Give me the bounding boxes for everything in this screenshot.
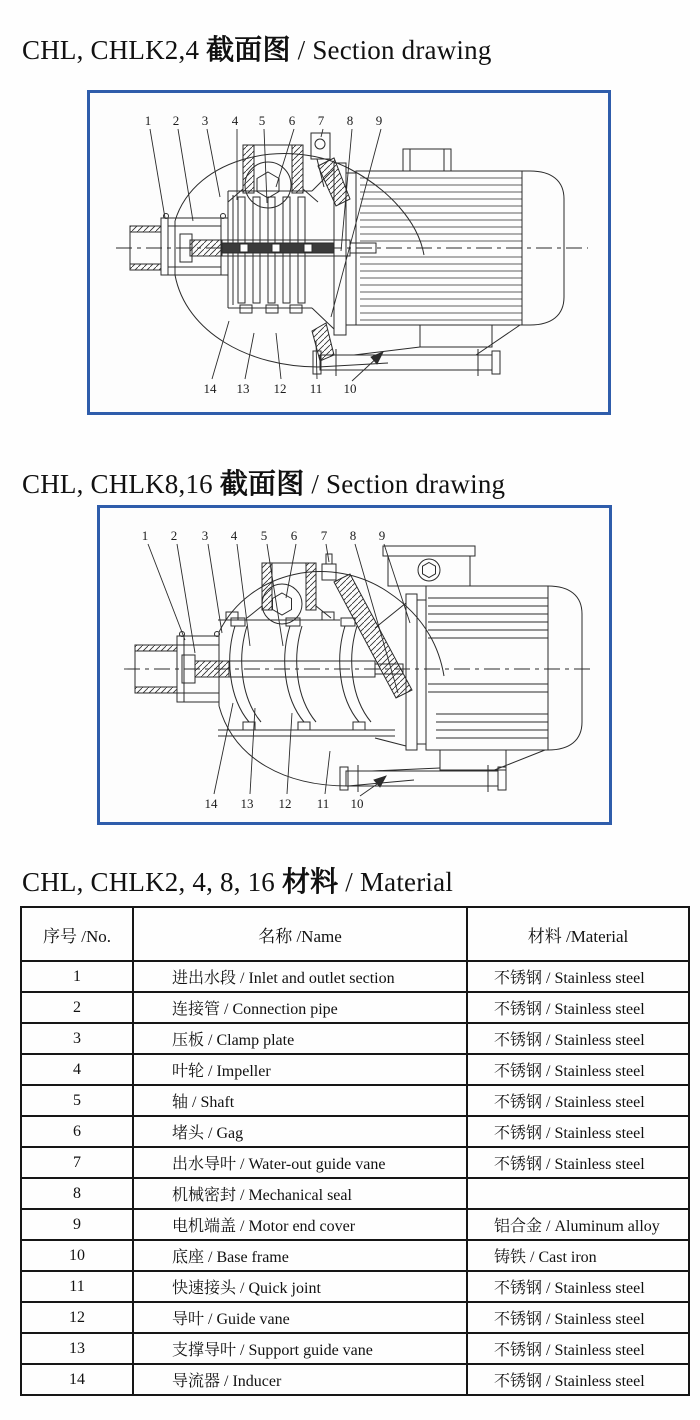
callout-12: 12 — [273, 381, 287, 396]
cell-no: 4 — [21, 1054, 133, 1085]
cell-material: 不锈钢 / Stainless steel — [467, 1023, 689, 1054]
callout-12: 12 — [278, 796, 292, 811]
callout-3: 3 — [201, 528, 209, 543]
callout-5: 5 — [258, 113, 266, 128]
section2-title — [22, 462, 505, 502]
callout-10: 10 — [350, 796, 364, 811]
cell-name: 机械密封 / Mechanical seal — [133, 1178, 467, 1209]
callout-11: 11 — [316, 796, 330, 811]
cell-material: 铸铁 / Cast iron — [467, 1240, 689, 1271]
pump-section-drawing-chl816 — [100, 508, 609, 822]
terminal-box — [403, 149, 451, 171]
vent-bracket — [322, 554, 336, 580]
callout-3: 3 — [201, 113, 209, 128]
callout-13: 13 — [236, 381, 250, 396]
motor-pedestal — [440, 750, 506, 770]
table-row — [21, 1302, 689, 1333]
motor-ribs — [360, 178, 522, 320]
cell-name: 支撑导叶 / Support guide vane — [133, 1333, 467, 1364]
callout-9: 9 — [375, 113, 383, 128]
section2-title-cn: 截面图 — [219, 469, 305, 500]
col-header-material: 材料 /Material — [467, 907, 689, 961]
callout-6: 6 — [288, 113, 296, 128]
callout-8: 8 — [346, 113, 354, 128]
cell-name: 堵头 / Gag — [133, 1116, 467, 1147]
cell-no: 1 — [21, 961, 133, 992]
cell-no: 9 — [21, 1209, 133, 1240]
table-row — [21, 1116, 689, 1147]
col-header-name: 名称 /Name — [133, 907, 467, 961]
motor-end-cover — [334, 574, 426, 750]
cell-material: 不锈钢 / Stainless steel — [467, 1054, 689, 1085]
callout-4: 4 — [231, 113, 239, 128]
table-row — [21, 1023, 689, 1054]
cell-material: 铝合金 / Aluminum alloy — [467, 1209, 689, 1240]
cell-name: 连接管 / Connection pipe — [133, 992, 467, 1023]
callout-4: 4 — [230, 528, 238, 543]
table-row — [21, 1178, 689, 1209]
material-table — [20, 906, 690, 1396]
motor-pedestal — [420, 325, 492, 347]
section1-title — [22, 28, 492, 68]
base-frame — [340, 750, 545, 792]
cell-name: 导叶 / Guide vane — [133, 1302, 467, 1333]
callout-8: 8 — [349, 528, 357, 543]
section3-title — [22, 860, 453, 900]
cell-no: 6 — [21, 1116, 133, 1147]
cell-name: 出水导叶 / Water-out guide vane — [133, 1147, 467, 1178]
cell-name: 底座 / Base frame — [133, 1240, 467, 1271]
cell-no: 13 — [21, 1333, 133, 1364]
motor-end-cover — [312, 158, 356, 361]
cell-material: 不锈钢 / Stainless steel — [467, 1116, 689, 1147]
cell-material: 不锈钢 / Stainless steel — [467, 1302, 689, 1333]
table-row — [21, 1364, 689, 1395]
base-frame — [313, 325, 520, 376]
cell-material: 不锈钢 / Stainless steel — [467, 961, 689, 992]
section-drawing-box-chl816 — [97, 505, 612, 825]
cell-no: 8 — [21, 1178, 133, 1209]
callout-5: 5 — [260, 528, 268, 543]
cell-no: 5 — [21, 1085, 133, 1116]
cell-name: 导流器 / Inducer — [133, 1364, 467, 1395]
section1-title-cn: 截面图 — [206, 35, 291, 66]
cell-no: 14 — [21, 1364, 133, 1395]
table-row — [21, 1240, 689, 1271]
cell-name: 叶轮 / Impeller — [133, 1054, 467, 1085]
table-row — [21, 1054, 689, 1085]
callout-leaders — [150, 129, 383, 381]
section2-title-model: CHL, CHLK8,16 — [22, 469, 220, 499]
callout-7: 7 — [317, 113, 325, 128]
callout-11: 11 — [309, 381, 323, 396]
pump-assembly-chl24 — [116, 129, 588, 381]
table-row — [21, 1147, 689, 1178]
section-drawing-box-chl24 — [87, 90, 611, 415]
col-header-no: 序号 /No. — [21, 907, 133, 961]
table-row — [21, 961, 689, 992]
cell-material: 不锈钢 / Stainless steel — [467, 1271, 689, 1302]
motor — [383, 546, 582, 770]
section3-title-cn: 材料 — [281, 867, 339, 898]
callout-1: 1 — [144, 113, 152, 128]
cell-name: 进出水段 / Inlet and outlet section — [133, 961, 467, 992]
table-row — [21, 1209, 689, 1240]
section3-title-model: CHL, CHLK2, 4, 8, 16 — [22, 867, 282, 897]
cell-no: 3 — [21, 1023, 133, 1054]
cell-name: 快速接头 / Quick joint — [133, 1271, 467, 1302]
table-row — [21, 1271, 689, 1302]
cell-name: 轴 / Shaft — [133, 1085, 467, 1116]
callout-2: 2 — [170, 528, 178, 543]
cell-name: 压板 / Clamp plate — [133, 1023, 467, 1054]
cell-no: 12 — [21, 1302, 133, 1333]
pump-section-drawing-chl24 — [90, 93, 608, 412]
table-row — [21, 1085, 689, 1116]
section2-title-en: / Section drawing — [304, 469, 506, 499]
cell-material: 不锈钢 / Stainless steel — [467, 992, 689, 1023]
terminal-box — [383, 546, 475, 586]
table-row — [21, 992, 689, 1023]
callout-7: 7 — [320, 528, 328, 543]
motor-ribs — [428, 598, 548, 738]
callout-6: 6 — [290, 528, 298, 543]
section3-title-en: / Material — [338, 867, 454, 897]
callout-2: 2 — [172, 113, 180, 128]
cell-no: 2 — [21, 992, 133, 1023]
cell-material: 不锈钢 / Stainless steel — [467, 1147, 689, 1178]
table-row — [21, 1333, 689, 1364]
cell-name: 电机端盖 / Motor end cover — [133, 1209, 467, 1240]
cell-material: 不锈钢 / Stainless steel — [467, 1085, 689, 1116]
cell-material — [467, 1178, 689, 1209]
section1-title-en: / Section drawing — [290, 35, 492, 65]
cell-no: 10 — [21, 1240, 133, 1271]
callout-13: 13 — [240, 796, 254, 811]
callout-14: 14 — [204, 796, 218, 811]
cell-material: 不锈钢 / Stainless steel — [467, 1333, 689, 1364]
cell-no: 11 — [21, 1271, 133, 1302]
callout-9: 9 — [378, 528, 386, 543]
table-header-row — [21, 907, 689, 961]
callout-10: 10 — [343, 381, 357, 396]
cell-material: 不锈钢 / Stainless steel — [467, 1364, 689, 1395]
callout-14: 14 — [203, 381, 217, 396]
callout-1: 1 — [141, 528, 149, 543]
cell-no: 7 — [21, 1147, 133, 1178]
section1-title-model: CHL, CHLK2,4 — [22, 35, 207, 65]
pump-assembly-chl816 — [124, 544, 592, 796]
